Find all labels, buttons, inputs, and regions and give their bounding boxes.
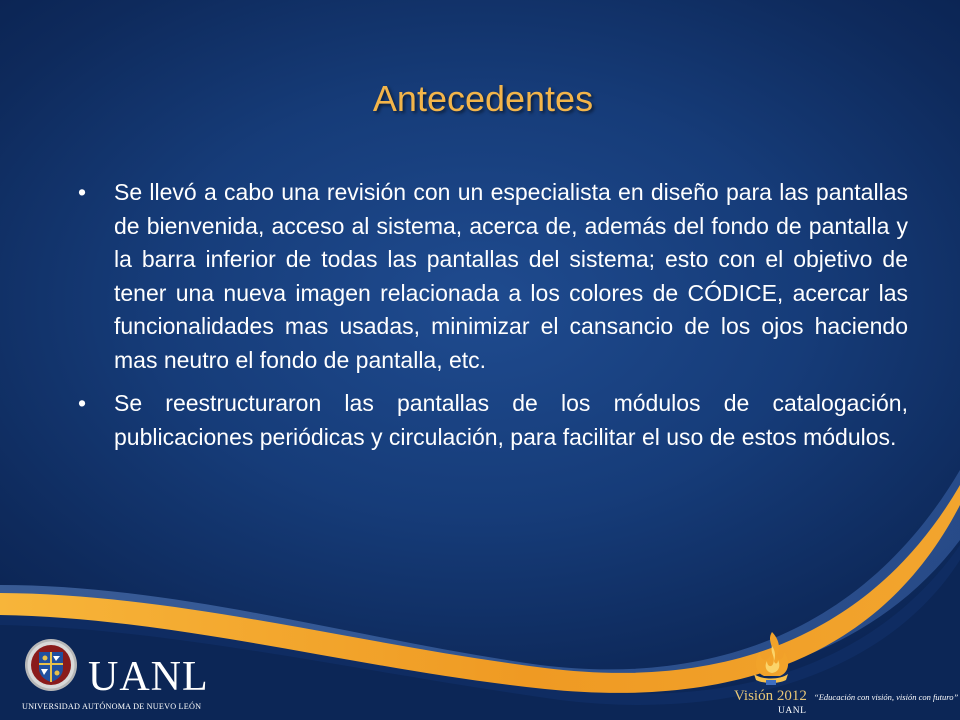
bullet-item: [78, 176, 908, 377]
uanl-wordmark: UANL: [88, 654, 209, 700]
bullet-item: [78, 387, 908, 454]
vision-title: Visión 2012: [734, 688, 807, 704]
bullet-list: [78, 176, 908, 464]
bullet-text: Se reestructuraron las pantallas de los módulos de catalogación, publicaciones periódicas y circulación, para facilitar el uso de estos módulos.: [114, 390, 908, 450]
bullet-marker: •: [78, 390, 87, 416]
vision-2012-logo: [728, 628, 958, 720]
uanl-subtitle: UNIVERSIDAD AUTÓNOMA DE NUEVO LEÓN: [22, 702, 202, 711]
slide-title: Antecedentes: [372, 78, 594, 119]
uanl-seal-icon: [24, 638, 78, 692]
flame-icon: [746, 630, 796, 686]
bullet-text: Se llevó a cabo una revisión con un especialista en diseño para las pantallas de bienvenida, acceso al sistema, acerca de, además del fondo de pantalla y la barra inferior de todas las pantallas del sistema; esto con el objetivo de tener una nueva imagen relacionada a los colores de CÓDICE, acercar las funcionalidades mas usadas, minimizar el cansancio de los ojos haciendo mas neutro el fondo de pantalla, etc.: [114, 179, 908, 373]
bullet-marker: •: [78, 179, 87, 205]
vision-org: UANL: [778, 706, 807, 716]
vision-tagline: “Educación con visión, visión con futuro”: [814, 692, 959, 702]
uanl-logo: [22, 636, 209, 720]
